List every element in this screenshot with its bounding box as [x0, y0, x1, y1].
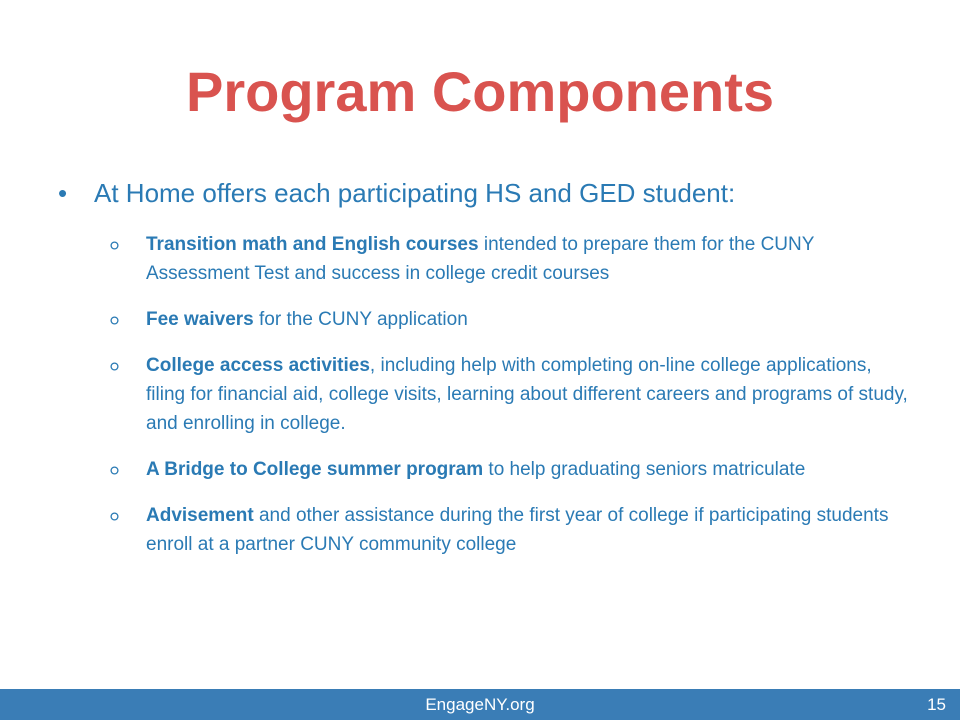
footer-bar — [0, 689, 960, 720]
hollow-circle-icon — [108, 230, 146, 288]
hollow-circle-icon — [108, 501, 146, 559]
list-item — [108, 501, 908, 559]
main-bullet-text: At Home offers each participating HS and GED student: — [94, 178, 736, 208]
sub-item-bold: Advisement — [146, 505, 254, 526]
sub-item-text — [146, 230, 908, 288]
page-number: 15 — [927, 695, 946, 714]
sub-item-rest: intended to prepare them for the CUNY Assessment Test and success in college credit courses — [146, 234, 815, 284]
sub-item-rest: , including help with completing on-line college applications, filing for financial aid, college visits, learning about different careers and programs of study, and enrolling in college. — [146, 355, 908, 434]
sub-item-text — [146, 351, 908, 438]
bullet-dot: • — [58, 178, 68, 208]
sub-item-text — [146, 455, 805, 484]
list-item — [108, 230, 908, 288]
sub-bullet-list — [108, 230, 908, 576]
list-item — [108, 351, 908, 438]
hollow-circle-icon — [108, 351, 146, 438]
main-bullet — [58, 176, 918, 210]
list-item — [108, 305, 908, 334]
sub-item-bold: A Bridge to College summer program — [146, 459, 484, 480]
sub-item-bold: Transition math and English courses — [146, 234, 479, 255]
sub-item-rest: for the CUNY application — [253, 309, 468, 330]
slide-title: Program Components — [185, 60, 775, 123]
hollow-circle-icon — [108, 455, 146, 484]
list-item — [108, 455, 908, 484]
sub-item-rest: and other assistance during the first year of college if participating students enroll at a partner CUNY community college — [146, 505, 889, 555]
sub-item-text — [146, 305, 468, 334]
sub-item-bold: Fee waivers — [146, 309, 254, 330]
hollow-circle-icon — [108, 305, 146, 334]
sub-item-rest: to help graduating seniors matriculate — [483, 459, 806, 480]
sub-item-text — [146, 501, 908, 559]
footer-site-name: EngageNY.org — [425, 695, 535, 714]
sub-item-bold: College access activities — [146, 355, 370, 376]
